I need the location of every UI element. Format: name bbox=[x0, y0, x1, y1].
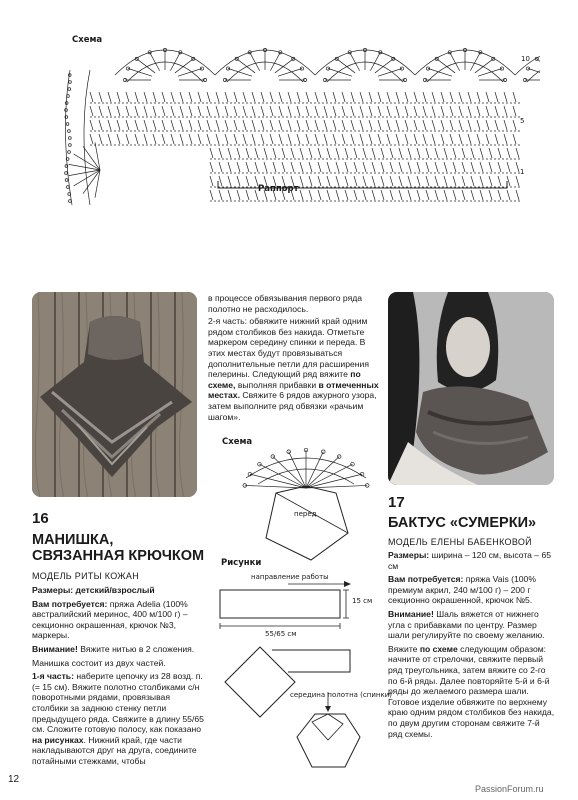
a17-scheme-b: следующим образом: начните от стрелочки, свяжите первый ряд треугольника, затем вяжите со 2-го по 6-й ряды. Далее повторяйте 5-й и 6-й ряды до желаемого размера шали. Готовое изделие обвяжите по верхнему краю одним рядом столбиков без накида, по двум другим сторонам свяжите 7-й ряд схемы. bbox=[388, 643, 555, 739]
parts-text: Манишка состоит из двух частей. bbox=[32, 657, 166, 668]
length-label: 55/65 см bbox=[265, 630, 297, 638]
mid-chart-label: Схема bbox=[222, 437, 253, 447]
row-number-1: 1 bbox=[520, 168, 525, 176]
need-text: пряжа Adelia (100% австралийский меринос, 400 м/100 г) – секционно окрашенная, крючок №3, маркеры. bbox=[32, 598, 188, 641]
a17-attention-label: Внимание! bbox=[388, 608, 434, 619]
col2-p2a: 2-я часть: обвяжите нижний край одним рядом столбиков без накида. Отметьте маркером середину спинки и переда. В этих местах будут провязываться дополнительные петли для расширения пелерины. Следующий ряд вяжите bbox=[208, 316, 369, 380]
article16-column1 bbox=[32, 585, 207, 767]
attention-label: Внимание! bbox=[32, 643, 78, 654]
col2-link2: в отмеченных местах. bbox=[208, 379, 379, 401]
col2-p2end: Свяжите 6 рядов ажурного узора, затем выполните ряд обвязки «рачьим шагом». bbox=[208, 390, 377, 422]
part1-label: 1-я часть: bbox=[32, 671, 74, 682]
mid-crochet-diagram bbox=[236, 448, 376, 566]
folded-drawing bbox=[220, 642, 380, 772]
photo-bactus bbox=[388, 292, 554, 485]
a17-scheme-link: по схеме bbox=[419, 643, 458, 654]
sizes-label: Размеры: bbox=[32, 585, 74, 595]
article17-column bbox=[388, 550, 556, 739]
row-number-10: 10 bbox=[521, 55, 530, 63]
attention-text: Вяжите нитью в 2 сложения. bbox=[80, 643, 195, 654]
need-label: Вам потребуется: bbox=[32, 598, 108, 609]
a17-attention: Шаль вяжется от нижнего угла с прибавками по центру. Размер шали регулируйте по своему желанию. bbox=[388, 608, 545, 641]
article16-column2 bbox=[208, 293, 380, 422]
col2-link: по схеме, bbox=[208, 369, 361, 390]
a17-need-label: Вам потребуется: bbox=[388, 574, 464, 585]
a17-sizes: ширина – 120 см, высота – 65 см bbox=[388, 550, 552, 571]
direction-label: направление работы bbox=[251, 573, 329, 581]
photo-dickey bbox=[32, 292, 197, 497]
a17-need: пряжа Vais (100% премиум акрил, 240 м/100 г) – 200 г секционно окрашенной, крючок №5. bbox=[388, 574, 536, 606]
row-number-5: 5 bbox=[520, 117, 525, 125]
part1-end: . Нижний край, где части накладываются друг на друга, соедините потайными стежками, чтобы bbox=[32, 734, 197, 766]
front-label: перед bbox=[294, 510, 317, 518]
sizes-value: детский/взрослый bbox=[75, 585, 155, 595]
article16-title: МАНИШКА, СВЯЗАННАЯ КРЮЧКОМ bbox=[32, 532, 205, 564]
rapport-bracket bbox=[215, 180, 515, 192]
article17-title: БАКТУС «СУМЕРКИ» bbox=[388, 515, 537, 531]
article16-author: МОДЕЛЬ РИТЫ КОЖАН bbox=[32, 571, 140, 581]
watermark: PassionForum.ru bbox=[475, 784, 544, 794]
top-crochet-chart bbox=[60, 30, 540, 205]
top-chart-label: Схема bbox=[72, 35, 103, 45]
part1-text: наберите цепочку из 28 возд. п. (= 15 см). Вяжите полотно столбиками с/н поворотными рядами, провязывая столбики за заднюю стенку петли предыдущего ряда. Свяжите в длину 55/65 см. Сложите готовую полосу, как показано bbox=[32, 671, 204, 735]
page-number: 12 bbox=[8, 774, 20, 785]
part1-link: на рисунках bbox=[32, 734, 84, 745]
article17-author: МОДЕЛЬ ЕЛЕНЫ БАБЕНКОВОЙ bbox=[388, 537, 532, 547]
col2-p2mid: выполняя прибавки bbox=[237, 379, 317, 390]
article16-number: 16 bbox=[32, 510, 49, 527]
col2-p1: в процессе обвязывания первого ряда полотно не расходилось. bbox=[208, 293, 363, 314]
rapport-label: Раппорт bbox=[258, 184, 299, 194]
a17-sizes-label: Размеры: bbox=[388, 550, 430, 560]
article17-number: 17 bbox=[388, 494, 405, 511]
center-label: середина полотна (спинки) bbox=[290, 691, 392, 699]
drawings-label: Рисунки bbox=[221, 558, 262, 568]
a17-scheme-a: Вяжите bbox=[388, 643, 418, 654]
strip-drawing bbox=[218, 580, 378, 640]
height-label: 15 см bbox=[352, 597, 373, 605]
